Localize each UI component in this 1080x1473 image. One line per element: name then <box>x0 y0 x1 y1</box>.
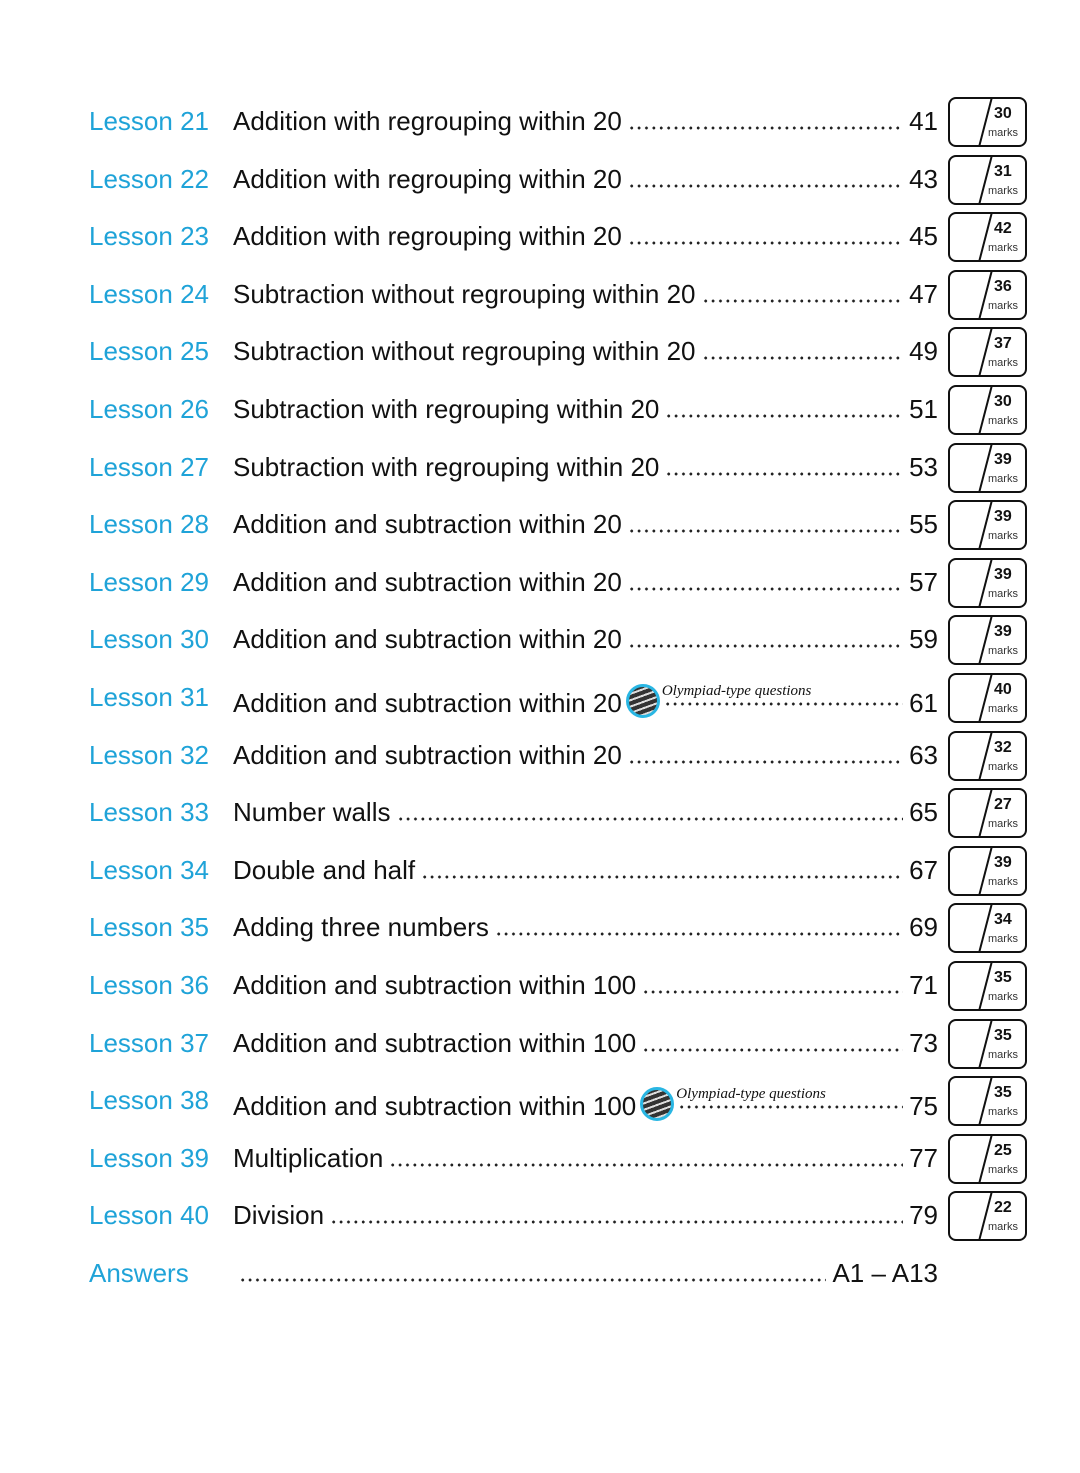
lesson-label: Lesson 26 <box>89 394 209 424</box>
toc-row[interactable] <box>0 958 1080 1016</box>
lesson-title: Addition with regrouping within 20 <box>233 106 622 136</box>
marks-label: marks <box>988 991 1018 1003</box>
toc-entry <box>233 682 938 718</box>
marks-value: 27 <box>994 796 1012 814</box>
lesson-title: Addition and subtraction within 20 <box>233 509 622 540</box>
slash-divider <box>950 790 1027 838</box>
slash-divider <box>950 157 1027 205</box>
lesson-label: Lesson 28 <box>89 509 209 540</box>
lesson-title: Subtraction with regrouping within 20 <box>233 394 660 424</box>
lesson-title: Addition and subtraction within 100 <box>233 1091 637 1122</box>
marks-label: marks <box>988 530 1018 543</box>
dot-leader <box>628 184 903 188</box>
lesson-title: Subtraction with regrouping within 20 <box>233 451 660 482</box>
slash-divider <box>950 272 1027 320</box>
lesson-title: Addition with regrouping within 20 <box>233 221 622 252</box>
marks-label: marks <box>988 875 1018 888</box>
marks-label: marks <box>988 933 1018 946</box>
toc-entry <box>233 394 938 424</box>
marks-box <box>948 731 1027 781</box>
dot-leader <box>330 1220 903 1224</box>
toc-row[interactable] <box>0 728 1080 786</box>
toc-entry <box>233 912 938 942</box>
marks-label: marks <box>988 242 1018 255</box>
page-number: 57 <box>909 566 938 597</box>
dot-leader <box>702 299 904 303</box>
lesson-title: Addition with regrouping within 20 <box>233 163 622 194</box>
marks-box <box>948 500 1027 550</box>
page-number: 41 <box>909 106 938 136</box>
toc-entry <box>233 164 938 194</box>
slash-divider <box>950 1078 1027 1126</box>
page-number: 53 <box>909 451 938 482</box>
toc-entry <box>233 279 938 309</box>
lesson-title: Multiplication <box>233 1142 384 1173</box>
marks-value: 35 <box>994 1026 1012 1044</box>
page-number: 69 <box>909 912 938 943</box>
lesson-title: Addition and subtraction within 20 <box>233 566 622 597</box>
page-number: 63 <box>909 739 938 770</box>
marks-box <box>948 1134 1027 1184</box>
page-number: 55 <box>909 509 938 540</box>
marks-value: 31 <box>994 162 1012 180</box>
toc-row[interactable] <box>0 1016 1080 1074</box>
dot-leader <box>628 529 903 533</box>
marks-value: 32 <box>994 738 1012 756</box>
marks-label: marks <box>988 703 1018 715</box>
page-number: 49 <box>909 336 938 367</box>
lesson-label: Lesson 34 <box>89 854 209 885</box>
marks-value: 35 <box>994 969 1012 986</box>
toc-row[interactable] <box>0 900 1080 958</box>
toc-entry <box>233 1200 938 1230</box>
lesson-label: Lesson 24 <box>89 278 209 309</box>
marks-box <box>948 97 1027 147</box>
page-number: 75 <box>909 1091 938 1122</box>
marks-value: 40 <box>994 681 1012 698</box>
dot-leader <box>628 644 903 648</box>
slash-divider <box>950 387 1027 435</box>
toc-row[interactable] <box>0 497 1080 555</box>
marks-box <box>948 673 1027 723</box>
slash-divider <box>950 214 1027 262</box>
toc-row[interactable] <box>0 612 1080 670</box>
slash-divider <box>950 963 1027 1011</box>
toc-row[interactable] <box>0 1188 1080 1246</box>
slash-divider <box>950 675 1027 723</box>
slash-divider <box>950 329 1027 377</box>
lesson-title: Number walls <box>233 797 391 828</box>
lesson-label: Lesson 29 <box>89 566 209 597</box>
lesson-title: Addition and subtraction within 20 <box>233 688 622 718</box>
toc-entry <box>233 106 938 136</box>
toc-row[interactable] <box>0 785 1080 843</box>
marks-value: 35 <box>994 1084 1012 1102</box>
lesson-label: Lesson 23 <box>89 221 209 252</box>
marks-value: 42 <box>994 220 1012 238</box>
lesson-title: Subtraction without regrouping within 20 <box>233 336 696 367</box>
marks-value: 37 <box>994 335 1012 353</box>
toc-entry <box>233 740 938 770</box>
toc-entry <box>233 567 938 597</box>
toc-entry <box>233 1143 938 1173</box>
toc-row[interactable] <box>0 1131 1080 1189</box>
page-number: 61 <box>909 688 938 718</box>
dot-leader <box>495 932 903 936</box>
marks-label: marks <box>988 127 1018 139</box>
toc-row[interactable] <box>0 440 1080 498</box>
marks-label: marks <box>988 1048 1018 1061</box>
dot-leader <box>702 356 904 360</box>
toc-entry <box>233 797 938 827</box>
lesson-title: Adding three numbers <box>233 912 489 943</box>
lesson-label: Lesson 35 <box>89 912 209 943</box>
lesson-label: Lesson 32 <box>89 739 209 770</box>
toc-row[interactable] <box>0 555 1080 613</box>
marks-box <box>948 961 1027 1011</box>
marks-box <box>948 270 1027 320</box>
toc-row[interactable] <box>0 382 1080 440</box>
lesson-label: Lesson 37 <box>89 1027 209 1058</box>
slash-divider <box>950 733 1027 781</box>
toc-entry <box>233 221 938 251</box>
lesson-label: Lesson 39 <box>89 1142 209 1173</box>
olympiad-icon <box>640 1087 674 1121</box>
toc-row[interactable] <box>0 843 1080 901</box>
page-number: 59 <box>909 624 938 655</box>
toc-row[interactable] <box>0 267 1080 325</box>
marks-box <box>948 788 1027 838</box>
toc-entry <box>233 1028 938 1058</box>
olympiad-marker <box>640 1085 909 1115</box>
toc-row[interactable] <box>0 152 1080 210</box>
marks-box <box>948 1019 1027 1069</box>
page-number: 51 <box>909 394 938 424</box>
marks-label: marks <box>988 818 1018 831</box>
marks-box <box>948 1191 1027 1241</box>
marks-value: 34 <box>994 911 1012 929</box>
dot-leader <box>239 1278 826 1282</box>
toc-entry <box>233 1085 938 1122</box>
slash-divider <box>950 502 1027 550</box>
marks-value: 39 <box>994 853 1012 871</box>
answers-label: Answers <box>89 1258 189 1288</box>
dot-leader <box>389 1163 903 1167</box>
slash-divider <box>950 848 1027 896</box>
marks-value: 30 <box>994 393 1012 410</box>
marks-box <box>948 155 1027 205</box>
lesson-label: Lesson 40 <box>89 1200 209 1231</box>
dot-leader <box>665 472 903 476</box>
marks-box <box>948 327 1027 377</box>
marks-value: 39 <box>994 623 1012 641</box>
toc-entry <box>233 624 938 654</box>
marks-value: 39 <box>994 565 1012 583</box>
lesson-title: Addition and subtraction within 100 <box>233 970 637 1000</box>
marks-box <box>948 212 1027 262</box>
olympiad-marker <box>626 682 909 712</box>
marks-box <box>948 615 1027 665</box>
dot-leader <box>421 875 903 879</box>
toc-row[interactable] <box>0 209 1080 267</box>
lesson-label: Lesson 36 <box>89 970 209 1000</box>
marks-label: marks <box>988 415 1018 427</box>
marks-label: marks <box>988 1163 1018 1176</box>
page-number: 73 <box>909 1027 938 1058</box>
slash-divider <box>950 560 1027 608</box>
marks-label: marks <box>988 184 1018 197</box>
dot-leader <box>397 817 904 821</box>
toc-entry <box>233 855 938 885</box>
dot-leader <box>628 760 903 764</box>
lesson-label: Lesson 31 <box>89 682 209 712</box>
toc-row[interactable] <box>0 324 1080 382</box>
slash-divider <box>950 445 1027 493</box>
dot-leader <box>628 587 903 591</box>
lesson-label: Lesson 33 <box>89 797 209 828</box>
marks-box <box>948 846 1027 896</box>
slash-divider <box>950 617 1027 665</box>
marks-value: 30 <box>994 105 1012 122</box>
dot-leader <box>665 414 903 418</box>
lesson-label: Lesson 30 <box>89 624 209 655</box>
slash-divider <box>950 1021 1027 1069</box>
lesson-label: Lesson 38 <box>89 1085 209 1116</box>
toc-entry <box>233 452 938 482</box>
marks-label: marks <box>988 299 1018 312</box>
page-number: 71 <box>909 970 938 1000</box>
lesson-label: Lesson 27 <box>89 451 209 482</box>
marks-box <box>948 443 1027 493</box>
marks-value: 25 <box>994 1141 1012 1159</box>
olympiad-label: Olympiad-type questions <box>661 683 812 699</box>
toc-row[interactable] <box>0 670 1080 728</box>
lesson-label: Lesson 21 <box>89 106 209 136</box>
marks-box <box>948 558 1027 608</box>
marks-value: 39 <box>994 508 1012 526</box>
lesson-title: Addition and subtraction within 20 <box>233 739 622 770</box>
lesson-title: Addition and subtraction within 20 <box>233 624 622 655</box>
marks-label: marks <box>988 472 1018 485</box>
olympiad-icon <box>626 684 660 718</box>
olympiad-label: Olympiad-type questions <box>676 1086 826 1103</box>
dot-leader <box>642 990 903 994</box>
toc-entry <box>233 970 938 1000</box>
slash-divider <box>950 99 1027 147</box>
toc-row[interactable] <box>0 94 1080 152</box>
marks-label: marks <box>988 645 1018 658</box>
marks-value: 36 <box>994 277 1012 295</box>
toc-row[interactable] <box>0 1073 1080 1131</box>
page-range: A1 – A13 <box>832 1258 938 1288</box>
lesson-title: Division <box>233 1200 325 1231</box>
marks-label: marks <box>988 760 1018 773</box>
page-number: 65 <box>909 797 938 828</box>
marks-label: marks <box>988 587 1018 600</box>
lesson-label: Lesson 25 <box>89 336 209 367</box>
toc-entry <box>233 1258 938 1288</box>
dot-leader <box>628 241 903 245</box>
marks-label: marks <box>988 1106 1018 1119</box>
marks-box <box>948 1076 1027 1126</box>
marks-value: 39 <box>994 450 1012 468</box>
marks-value: 22 <box>994 1199 1012 1217</box>
marks-box <box>948 903 1027 953</box>
marks-label: marks <box>988 357 1018 370</box>
lesson-title: Subtraction without regrouping within 20 <box>233 278 696 309</box>
dot-leader <box>628 126 903 130</box>
lesson-title: Double and half <box>233 854 416 885</box>
slash-divider <box>950 905 1027 953</box>
page-number: 43 <box>909 163 938 194</box>
slash-divider <box>950 1193 1027 1241</box>
page-number: 79 <box>909 1200 938 1231</box>
marks-label: marks <box>988 1221 1018 1234</box>
lesson-title: Addition and subtraction within 100 <box>233 1027 637 1058</box>
lesson-label: Lesson 22 <box>89 163 209 194</box>
page-number: 77 <box>909 1142 938 1173</box>
toc-entry <box>233 336 938 366</box>
page-number: 47 <box>909 278 938 309</box>
toc-entry <box>233 509 938 539</box>
page-number: 67 <box>909 854 938 885</box>
page-number: 45 <box>909 221 938 252</box>
slash-divider <box>950 1136 1027 1184</box>
marks-box <box>948 385 1027 435</box>
dot-leader <box>642 1048 903 1052</box>
answers-row[interactable] <box>0 1246 1080 1304</box>
